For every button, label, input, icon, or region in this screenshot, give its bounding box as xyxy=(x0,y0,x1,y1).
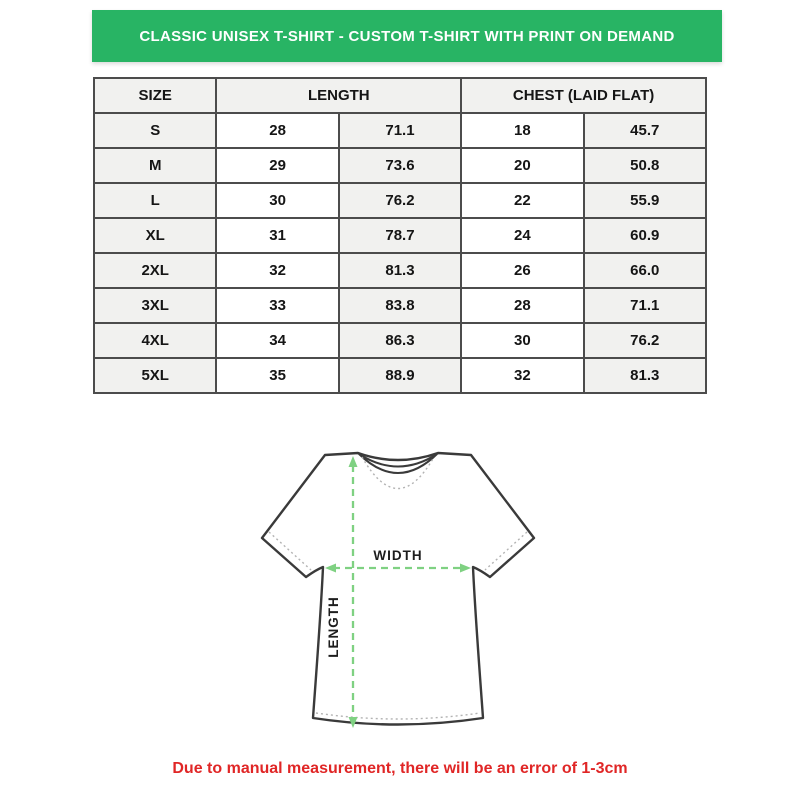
table-row xyxy=(94,183,706,218)
col-header-chest: CHEST (LAID FLAT) xyxy=(461,78,706,113)
cell-length-in: 28 xyxy=(216,113,338,148)
cell-size: L xyxy=(94,183,216,218)
tshirt-outline xyxy=(262,453,534,725)
cell-chest-in: 24 xyxy=(461,218,583,253)
cell-chest-in: 18 xyxy=(461,113,583,148)
cell-size: 4XL xyxy=(94,323,216,358)
cell-size: 2XL xyxy=(94,253,216,288)
col-header-size: SIZE xyxy=(94,78,216,113)
cell-size: M xyxy=(94,148,216,183)
cell-length-cm: 73.6 xyxy=(339,148,461,183)
cell-chest-in: 30 xyxy=(461,323,583,358)
cell-chest-cm: 55.9 xyxy=(584,183,706,218)
cell-length-cm: 88.9 xyxy=(339,358,461,393)
cell-length-in: 32 xyxy=(216,253,338,288)
cell-chest-in: 26 xyxy=(461,253,583,288)
cell-chest-cm: 71.1 xyxy=(584,288,706,323)
table-row xyxy=(94,218,706,253)
cell-size: S xyxy=(94,113,216,148)
cell-length-cm: 83.8 xyxy=(339,288,461,323)
cell-length-cm: 78.7 xyxy=(339,218,461,253)
table-header-row xyxy=(94,78,706,113)
table-row xyxy=(94,253,706,288)
cell-chest-in: 20 xyxy=(461,148,583,183)
cell-size: 5XL xyxy=(94,358,216,393)
table-row xyxy=(94,323,706,358)
cell-length-in: 35 xyxy=(216,358,338,393)
cell-length-cm: 71.1 xyxy=(339,113,461,148)
cell-chest-cm: 60.9 xyxy=(584,218,706,253)
cell-chest-in: 28 xyxy=(461,288,583,323)
tshirt-measurement-diagram xyxy=(228,420,568,760)
length-label: LENGTH xyxy=(326,596,341,658)
table-row xyxy=(94,113,706,148)
cell-chest-cm: 76.2 xyxy=(584,323,706,358)
cell-length-in: 31 xyxy=(216,218,338,253)
cell-length-in: 29 xyxy=(216,148,338,183)
cell-chest-cm: 50.8 xyxy=(584,148,706,183)
cell-length-cm: 86.3 xyxy=(339,323,461,358)
width-label: WIDTH xyxy=(373,548,423,563)
cell-chest-cm: 66.0 xyxy=(584,253,706,288)
cell-chest-in: 22 xyxy=(461,183,583,218)
table-row xyxy=(94,148,706,183)
cell-chest-cm: 45.7 xyxy=(584,113,706,148)
table-row xyxy=(94,288,706,323)
table-row xyxy=(94,358,706,393)
cell-length-in: 30 xyxy=(216,183,338,218)
title-banner xyxy=(92,10,722,62)
cell-chest-cm: 81.3 xyxy=(584,358,706,393)
page-title: CLASSIC UNISEX T-SHIRT - CUSTOM T-SHIRT WITH PRINT ON DEMAND xyxy=(139,27,675,45)
cell-chest-in: 32 xyxy=(461,358,583,393)
cell-size: XL xyxy=(94,218,216,253)
col-header-length: LENGTH xyxy=(216,78,461,113)
cell-length-in: 33 xyxy=(216,288,338,323)
measurement-note: Due to manual measurement, there will be an error of 1-3cm xyxy=(172,760,628,777)
cell-size: 3XL xyxy=(94,288,216,323)
size-chart-table xyxy=(93,77,707,394)
cell-length-in: 34 xyxy=(216,323,338,358)
cell-length-cm: 81.3 xyxy=(339,253,461,288)
cell-length-cm: 76.2 xyxy=(339,183,461,218)
